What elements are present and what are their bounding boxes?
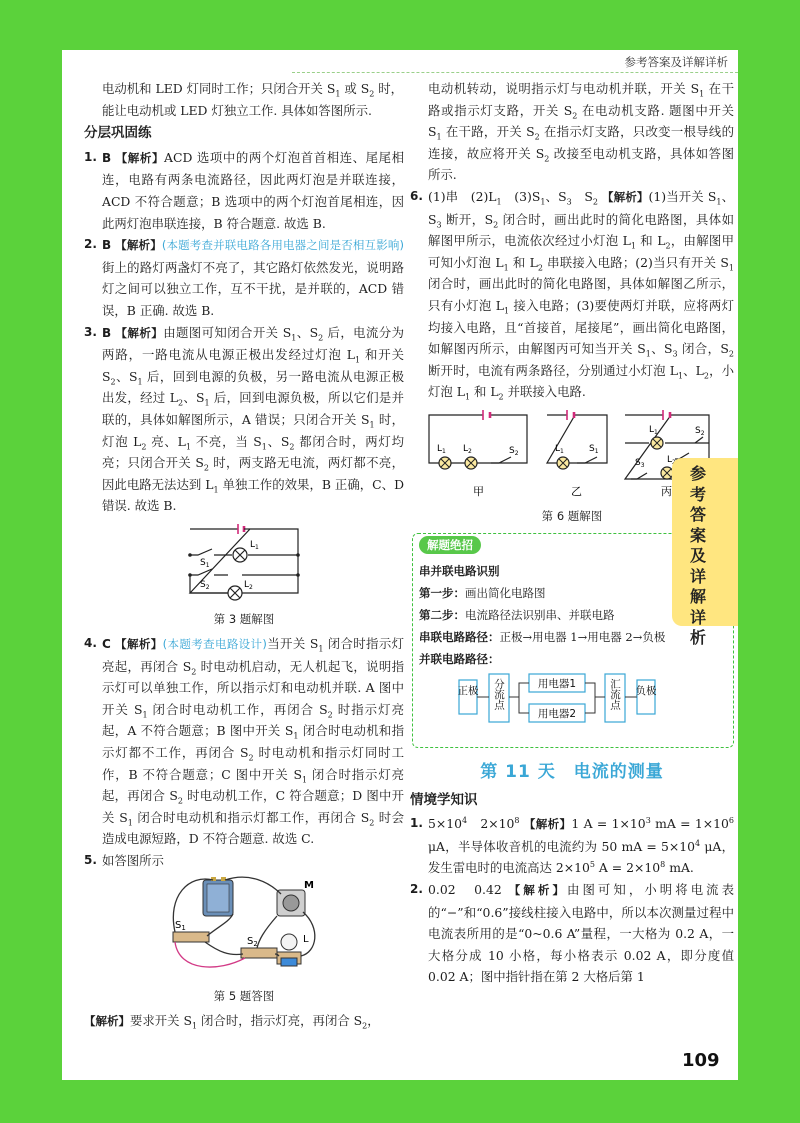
analysis-tag: 【解析】 [523,817,572,832]
analysis-text: (1)当开关 $S_1$、$S_3$ 断开，$S_2$ 闭合时，画出此时的简化电路图，具体如解图甲所示，电流依次经过小灯泡 $L_1$ 和 $L_2$，由解图甲可知小灯泡 $L_1$ 和 $L_2$ 串联接入电路；(2)当只有开关 $S_1$ 闭合时，画出此时的简化电路图，具体如解图乙所示，只有小灯泡 $L_1$ 接入电路；(3)要使两灯并联，应将两灯均接入电路，且“首接首，尾接尾”，画出简化电路图，如解图丙所示，由解图丙可知当开关 $S_1$、$S_3$ 闭合，$S_2$ 断开时，电流有两条路径，分别通过小灯泡 $L_1$、$L_2$，小灯泡 $L_1$ 和 $L_2$ 并联接入电路. [428,188,735,402]
question-6 [410,186,734,403]
analysis-tag: 【解析】 [115,325,164,340]
label-jia-l1: $L_1$ [437,443,446,455]
intro-line-2: 能让电动机或 LED 灯独立工作. 具体如答图所示. [102,102,372,118]
question-number: 1. [410,816,423,831]
figure-caption: 第 6 题解图 [541,508,603,523]
header-divider [292,72,738,73]
page-number: 109 [682,1050,720,1071]
label-jia-s2: $S_2$ [509,445,519,457]
label-jia-l2: $L_2$ [463,443,472,455]
label-l2: $L_2$ [244,579,253,591]
label-s2: $S_2$ [247,935,258,948]
knowledge-1 [410,813,734,879]
label-s2: $S_2$ [200,579,210,591]
side-tab [672,458,738,647]
side-tab-label: 参考答案及详解详析 [689,464,706,647]
parallel-flow-diagram [419,670,719,734]
label-lamp: L [303,933,309,945]
label-s1: $S_1$ [200,557,210,569]
question-number: 5. [84,853,97,867]
label-bing-l2: L [667,454,673,465]
tip-step1: 第一步：画出简化电路图 [419,586,546,601]
day-title: 第 11 天 电流的测量 [480,762,664,783]
page [62,50,738,1080]
question-3 [84,322,404,517]
answer-text: 如答图所示 [102,853,164,868]
question-number: 2. [84,237,97,252]
analysis-text: 街上的路灯两盏灯不亮了，其它路灯依然发光，说明路灯之间可以独立工作，互不干扰，是并联的，ACD 错误，B 正确. 故选 B. [102,259,404,318]
label-l1: $L_1$ [250,539,259,551]
figure-caption: 第 3 题解图 [213,612,275,627]
analysis-tag: 【解析】 [601,189,649,204]
analysis-tag: 【解析】 [115,238,162,253]
label-bing: 丙 [661,484,672,498]
tip-heading: 串并联电路识别 [419,564,500,579]
label-bing-l1: $L_1$ [649,424,658,436]
question-1 [84,147,404,234]
label-bing-s3: $S_3$ [635,457,645,469]
analysis-tag: 【解析】 [84,1013,130,1028]
figure-caption: 第 5 题答图 [213,989,275,1004]
answer-text: $5\times 10^4$ $2\times 10^8$ [428,816,520,832]
analysis-tag: 【解析】 [115,637,163,652]
tip-parallel: 并联电路路径： [419,652,500,667]
tip-series: 串联电路路径：正极→用电器 1→用电器 2→负极 [419,630,666,645]
flow-negative: 负极 [635,685,657,698]
question-number: 2. [410,882,423,897]
label-jia: 甲 [473,484,484,498]
figure-3 [84,521,404,631]
analysis-text: ACD 选项中的两个灯泡首首相连、尾尾相连，电路有两条电流路径，因此两灯泡是并联连接，ACD 不符合题意；B 选项中的两个灯泡首尾相连，因此两灯泡串联连接，B 符合题意. 故选 B. [102,149,404,231]
analysis-text: 由题图可知闭合开关 $S_1$、$S_2$ 后，电流分为两路，一路电流从电源正极出发经过灯泡 $L_1$ 和开关 $S_2$、$S_1$ 后，回到电源的负极，另一路电流从电源正极出发，经过 $L_2$、$S_1$ 后，回到电源负极，所以它们是并联的，具体如解图所示，A 错误；只闭合开关 $S_1$ 时，灯泡 $L_2$ 亮、$L_1$ 不亮，当 $S_1$、$S_2$ 都闭合时，两灯均亮；只闭合开关 $S_2$ 时，两支路无电流，两灯都不亮，因此电路无法达到 $L_1$ 单独工作的效果，B 正确，C、D 错误. 故选 B. [102,324,405,514]
label-yi-s1: $S_1$ [589,443,599,455]
answer-letter: B [102,238,112,253]
question-2 [84,234,404,321]
circuit-diagram-q3 [184,521,304,603]
circuit-photo-q5 [159,876,329,980]
left-column [84,78,404,1032]
topic-note: (本题考查并联电路各用电器之间是否相互影响) [161,238,404,253]
analysis-text: 要求开关 $S_1$ 闭合时，指示灯亮，再闭合 $S_2$， [130,1012,380,1031]
question-number: 6. [410,188,423,203]
label-yi: 乙 [571,484,582,498]
analysis-text: 由图可知，小明将电流表的“−”和“0.6”接线柱接入电路中，所以本次测量过程中电流表所用的是“0~0.6 A”量程，一大格为 0.2 A，一大格分成 10 小格，每小格表示 0.02 A，即分度值 0.02 A；图中指针指在第 2 大格后第 1 [428,882,735,985]
answer-text: 0.02 0.42 [428,882,502,898]
flow-device-2: 用电器2 [537,708,577,721]
question-5 [84,850,404,872]
running-header: 参考答案及详解详析 [624,55,728,69]
question-number: 4. [84,636,97,651]
analysis-text: 当开关 $S_1$ 闭合时指示灯亮起，再闭合 $S_2$ 时电动机启动，无人机起飞，说明指示灯可以单独工作，所以指示灯和电动机并联. A 图中开关 $S_1$ 闭合时电动机工作，再闭合 $S_2$ 时指示灯亮起，A 不符合题意；B 图中开关 $S_1$ 闭合时电动机和指示灯都不工作，再闭合 $S_2$ 时电动机和指示灯同时工作，B 不符合题意；C 图中开关 $S_1$ 闭合时指示灯亮起，再闭合 $S_2$ 时电动机工作，C 符合题意；D 图中开关 $S_1$ 闭合时电动机和指示灯都工作，再闭合 $S_2$ 时会造成电源短路，D 不符合题意. 故选 C. [102,636,404,847]
tip-title: 解题绝招 [419,536,481,554]
section-title-context: 情境学知识 [410,791,478,808]
question-number: 3. [84,324,97,339]
flow-device-1: 用电器1 [537,678,577,691]
question-number: 1. [84,149,97,164]
topic-note: (本题考查电路设计) [162,637,267,652]
flow-split: 分流点 [493,678,505,710]
answer-text: (1)串 $(2)L_1$ $(3)S_1$、$S_3$ $S_2$ [428,188,598,207]
question-5-analysis [84,1010,404,1033]
answer-letter: B [102,150,112,165]
intro-line-1: 电动机和 LED 灯同时工作；只闭合开关 $S_1$ 或 $S_2$ 时， [102,81,404,99]
analysis-tag: 【解析】 [115,150,165,165]
flow-join: 汇流点 [609,678,621,710]
tip-step2: 第二步：电流路径法识别串、并联电路 [419,608,615,623]
section-title-practice: 分层巩固练 [84,125,152,142]
answer-letter: B [102,325,112,340]
label-s1: $S_1$ [175,919,186,932]
label-motor: M [304,879,314,891]
figure-5 [84,876,404,1008]
analysis-text: 1 $A = 1\times 10^3$ mA = $1\times 10^6$ μA，半导体收音机的电流约为 50 mA = $5\times 10^4$ μA，发生雷电时的电流高达 $2\times 10^5$ $A = 2\times 10^8$ mA. [428,816,734,876]
label-yi-l1: $L_1$ [555,443,564,455]
knowledge-2 [410,879,734,988]
question-5-analysis-cont: 电动机转动，说明指示灯与电动机并联，开关 $S_1$ 在干路或指示灯支路，开关 $S_2$ 在电动机支路. 题图中开关 $S_1$ 在干路，开关 $S_2$ 在指示灯支路，只改变一根导线的连接，故应将开关 $S_2$ 改接至电动机支路，具体如答图所示. [428,81,734,183]
label-bing-s2: $S_2$ [695,425,705,437]
analysis-tag: 【解析】 [508,883,568,898]
flow-positive: 正极 [457,685,479,698]
answer-letter: C [102,637,111,652]
question-4 [84,633,404,850]
